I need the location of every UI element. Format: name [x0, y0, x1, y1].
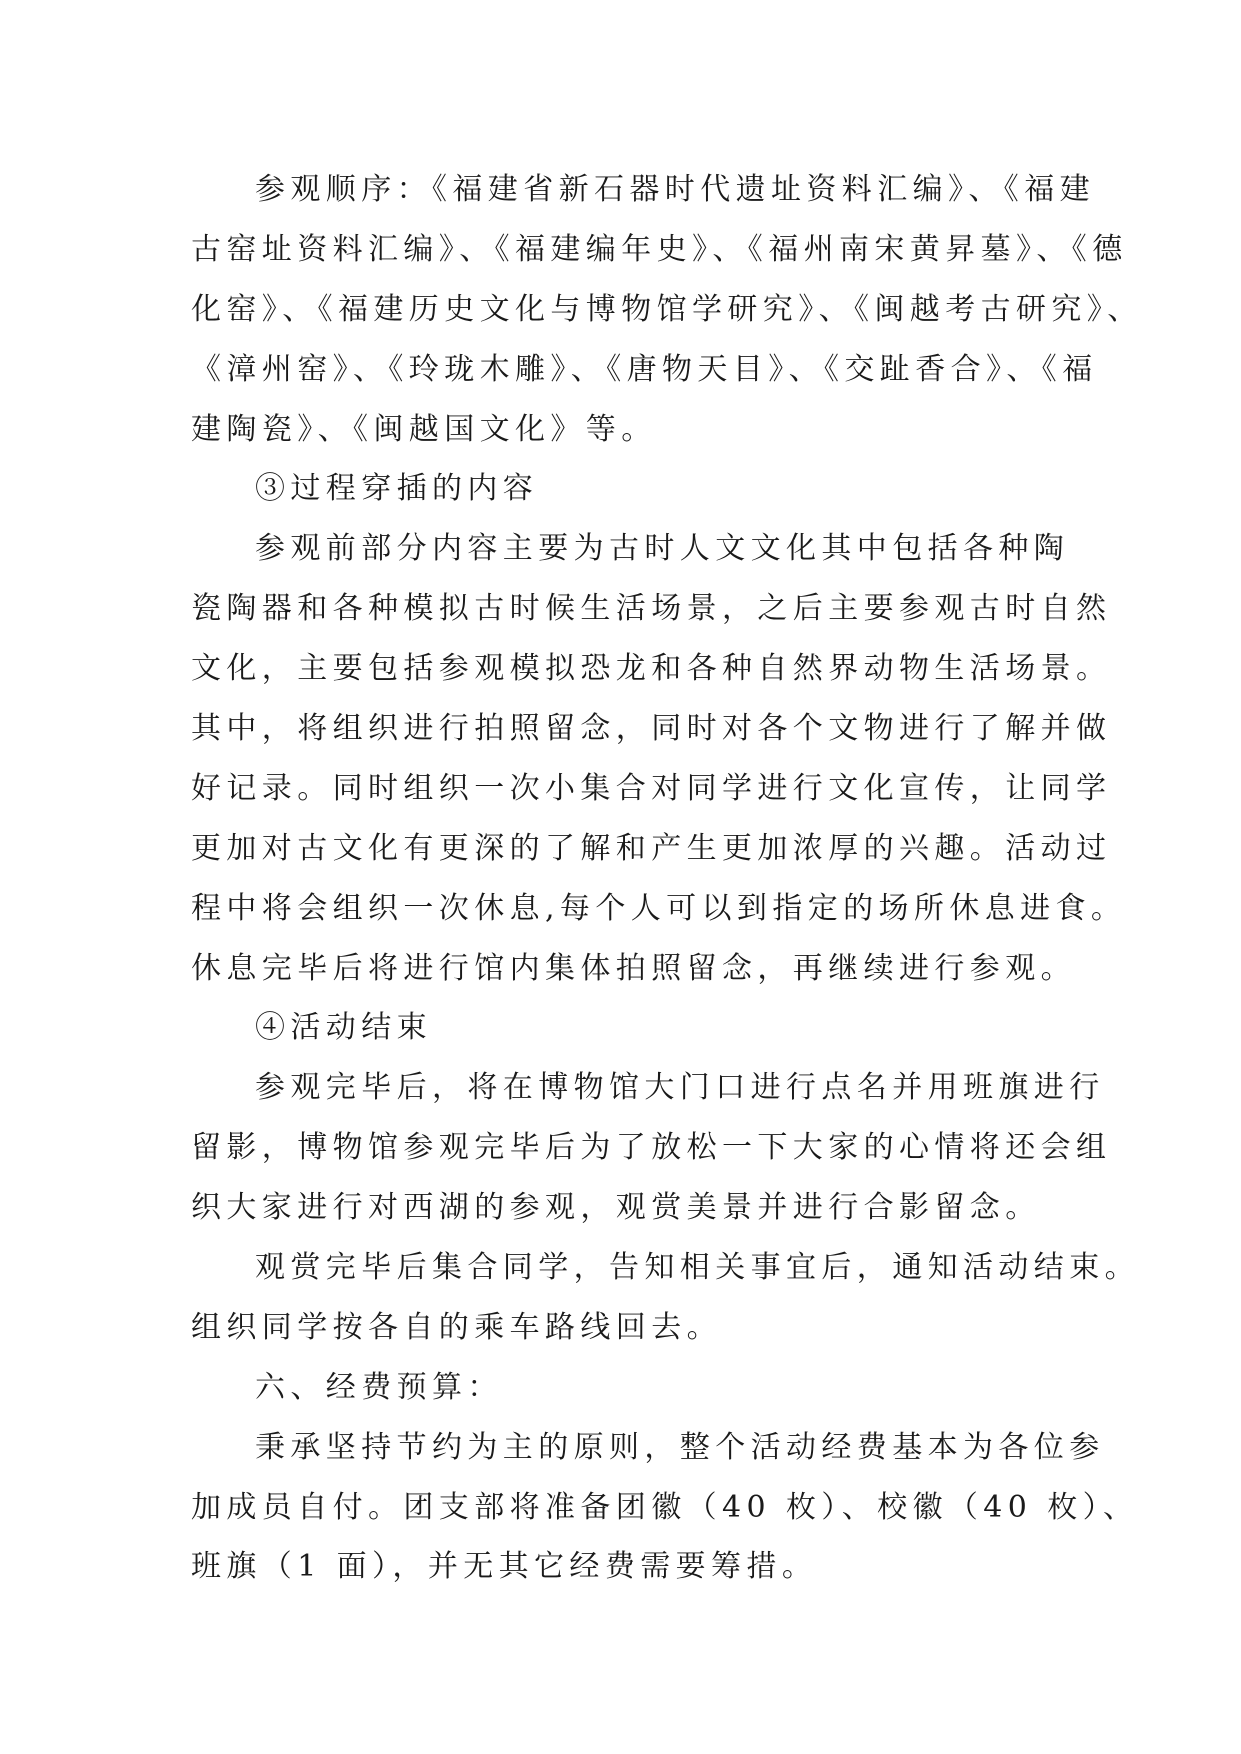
text-line-17: 留影，博物馆参观完毕后为了放松一下大家的心情将还会组: [191, 1130, 1112, 1166]
section-heading-budget: 六、经费预算：: [255, 1369, 503, 1405]
text-line-2: 古窑址资料汇编》、《福建编年史》、《福州南宋黄昇墓》、《德: [191, 231, 1128, 267]
text-line-10: 其中，将组织进行拍照留念，同时对各个文物进行了解并做: [191, 711, 1112, 747]
text-line-7: 参观前部分内容主要为古时人文文化其中包括各种陶: [255, 531, 1070, 567]
text-line-11: 好记录。同时组织一次小集合对同学进行文化宣传，让同学: [191, 770, 1112, 806]
text-line-9: 文化，主要包括参观模拟恐龙和各种自然界动物生活场景。: [191, 651, 1112, 687]
section-heading-process: ③过程穿插的内容: [255, 471, 539, 507]
text-line-19: 观赏完毕后集合同学，告知相关事宜后，通知活动结束。: [255, 1250, 1140, 1286]
text-line-14: 休息完毕后将进行馆内集体拍照留念，再继续进行参观。: [191, 950, 1076, 986]
text-line-16: 参观完毕后，将在博物馆大门口进行点名并用班旗进行: [255, 1070, 1105, 1106]
text-line-12: 更加对古文化有更深的了解和产生更加浓厚的兴趣。活动过: [191, 830, 1112, 866]
text-line-8: 瓷陶器和各种模拟古时候生活场景，之后主要参观古时自然: [191, 591, 1112, 627]
text-line-20: 组织同学按各自的乘车路线回去。: [191, 1309, 722, 1345]
text-line-5: 建陶瓷》、《闽越国文化》等。: [191, 411, 657, 447]
text-line-1: 参观顺序：《福建省新石器时代遗址资料汇编》、《福建: [255, 172, 1095, 207]
text-line-18: 织大家进行对西湖的参观，观赏美景并进行合影留念。: [191, 1190, 1041, 1226]
text-line-22: 秉承坚持节约为主的原则，整个活动经费基本为各位参: [255, 1429, 1105, 1465]
text-line-13: 程中将会组织一次休息,每个人可以到指定的场所休息进食。: [191, 890, 1127, 926]
section-heading-end: ④活动结束: [255, 1010, 432, 1046]
text-line-24: 班旗（1 面），并无其它经费需要筹措。: [191, 1549, 818, 1585]
text-line-23: 加成员自付。团支部将准备团徽（40 枚）、校徽（40 枚）、: [191, 1489, 1139, 1525]
document-body: [191, 160, 1143, 1597]
text-line-4: 《漳州窑》、《玲珑木雕》、《唐物天目》、《交趾香合》、《福: [191, 351, 1098, 387]
text-line-3: 化窑》、《福建历史文化与博物馆学研究》、《闽越考古研究》、: [191, 291, 1143, 327]
